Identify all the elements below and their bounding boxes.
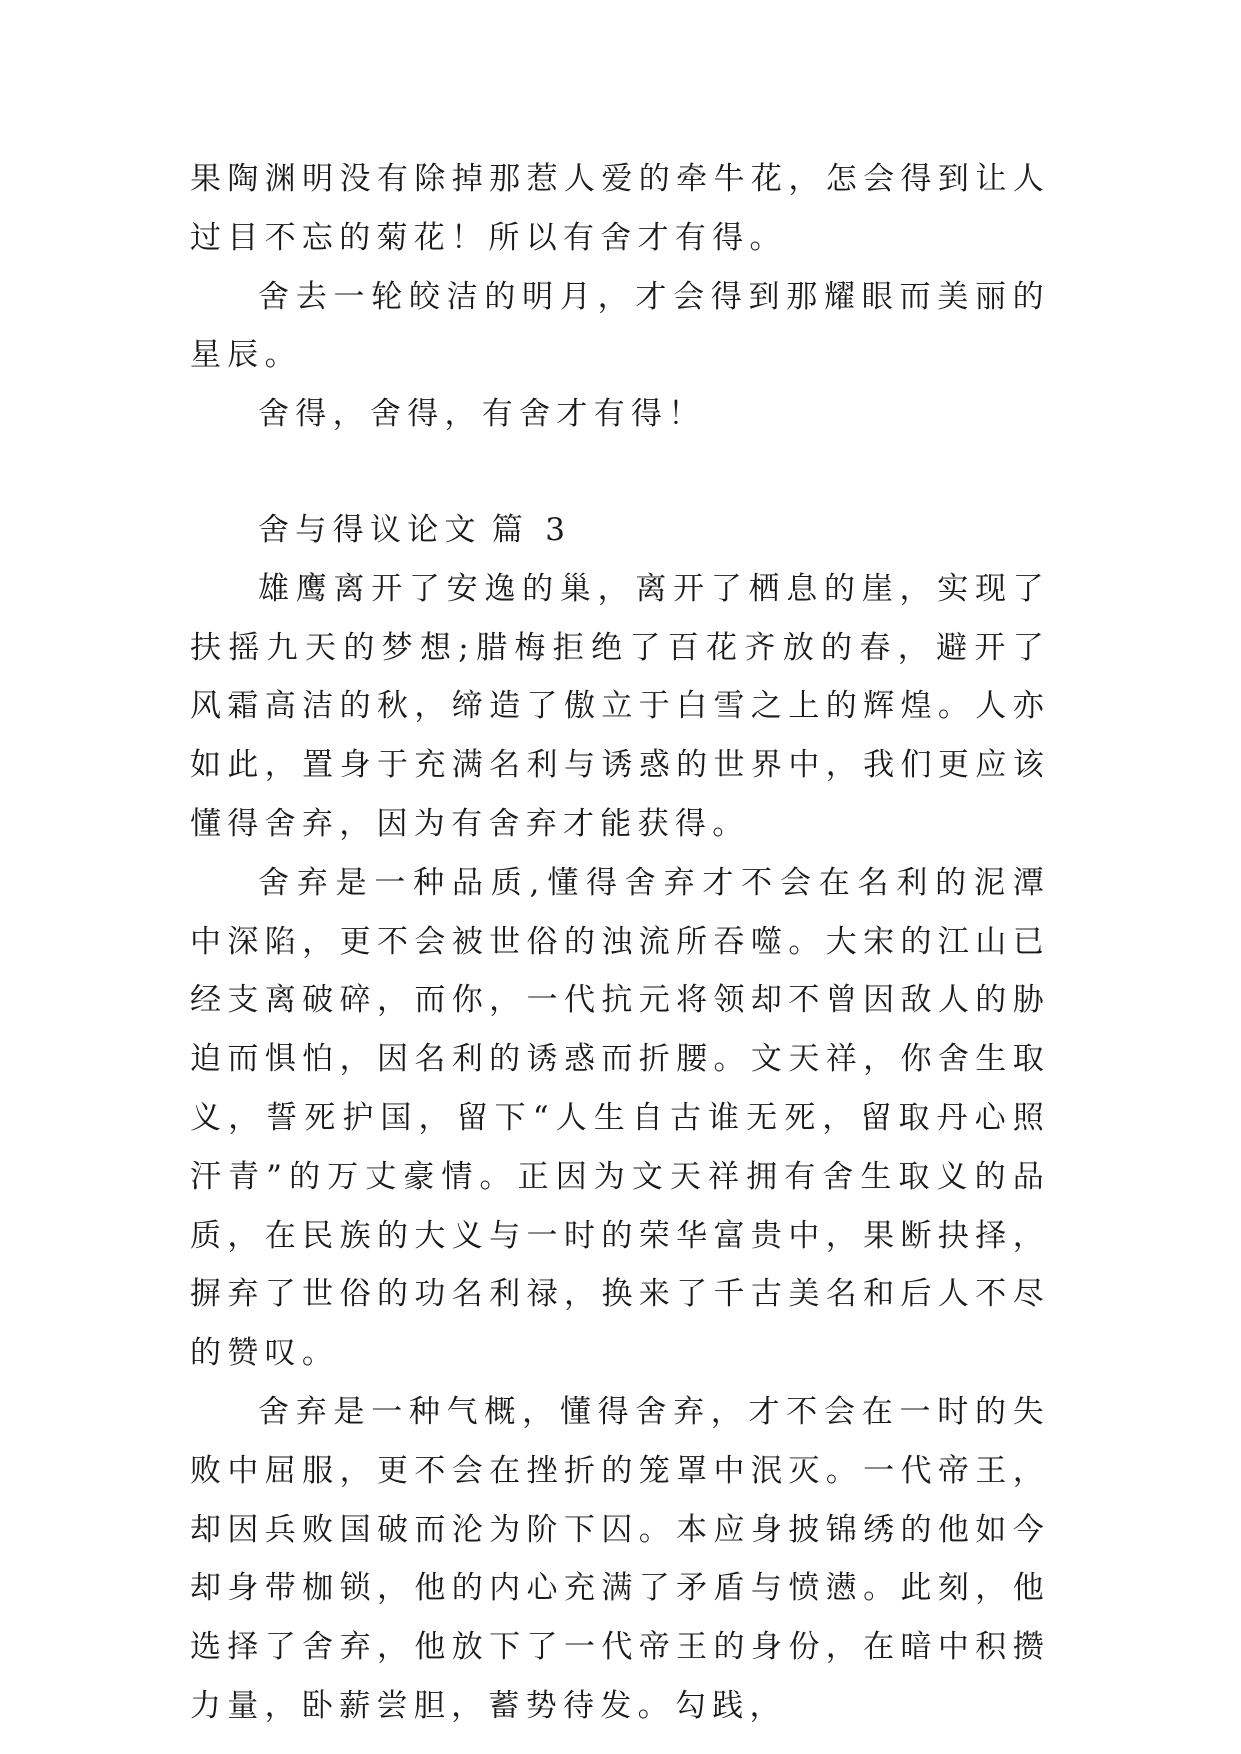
document-body [190, 150, 1050, 1736]
paragraph-continued: 果陶渊明没有除掉那惹人爱的牵牛花，怎会得到让人过目不忘的菊花！所以有舍才有得。 [190, 161, 1050, 256]
section-spacer [190, 444, 1050, 501]
paragraph-moon-stars: 舍去一轮皎洁的明月，才会得到那耀眼而美丽的星辰。 [190, 278, 1050, 374]
section-heading [190, 501, 1050, 560]
paragraph-eagle-plum: 雄鹰离开了安逸的巢，离开了栖息的崖，实现了扶摇九天的梦想;腊梅拒绝了百花齐放的春，避开了风霜高洁的秋，缔造了傲立于白雪之上的辉煌。人亦如此，置身于充满名利与诱惑的世界中，我们更应该懂得舍弃，因为有舍弃才能获得。 [190, 570, 1050, 842]
paragraph-quality-wen-tianxiang: 舍弃是一种品质,懂得舍弃才不会在名利的泥潭中深陷，更不会被世俗的浊流所吞噬。大宋的江山已经支离破碎，而你，一代抗元将领却不曾因敌人的胁迫而惧怕，因名利的诱惑而折腰。文天祥，你舍生取义，誓死护国，留下“人生自古谁无死，留取丹心照汗青”的万丈豪情。正因为文天祥拥有舍生取义的品质，在民族的大义与一时的荣华富贵中，果断抉择，摒弃了世俗的功名利禄，换来了千古美名和后人不尽的赞叹。 [190, 864, 1050, 1372]
paragraph-conclusion: 舍得，舍得，有舍才有得！ [258, 396, 706, 433]
paragraph-spirit-goujian: 舍弃是一种气概，懂得舍弃，才不会在一时的失败中屈服，更不会在挫折的笼罩中泯灭。一代帝王，却因兵败国破而沦为阶下囚。本应身披锦绣的他如今却身带枷锁，他的内心充满了矛盾与愤懑。此刻，他选择了舍弃，他放下了一代帝王的身份，在暗中积攒力量，卧薪尝胆，蓄势待发。勾践， [190, 1393, 1050, 1724]
section-heading-number: 篇 3 [491, 511, 572, 548]
section-heading-title: 舍与得议论文 [258, 511, 482, 548]
